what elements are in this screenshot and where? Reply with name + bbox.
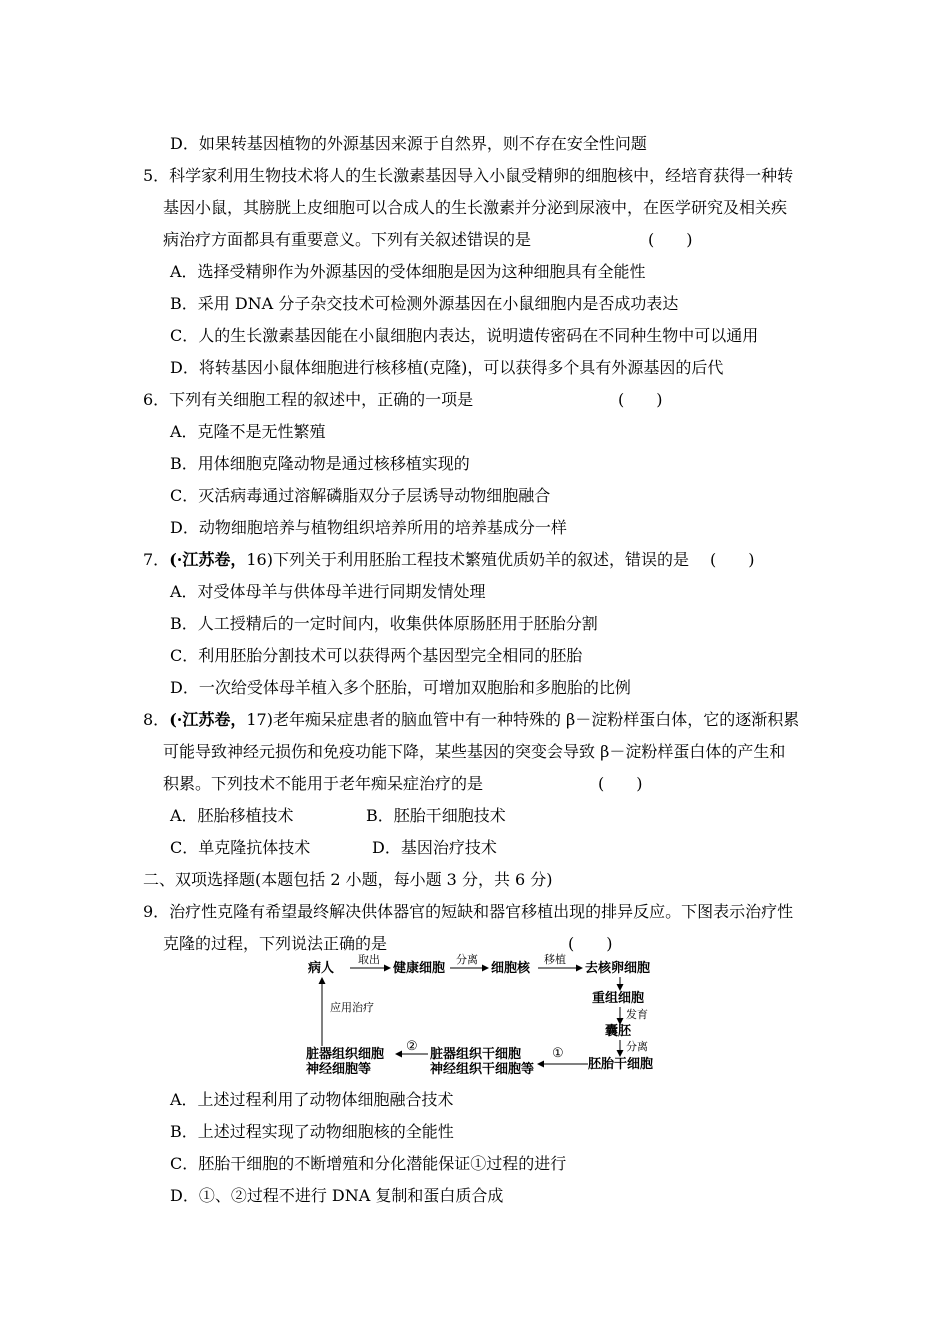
q7-option-b: B．人工授精后的一定时间内，收集供体原肠胚用于胚胎分割: [170, 614, 598, 633]
node-tissue-stem-cell-line2: 神经组织干细胞等: [430, 1062, 535, 1077]
node-recombined-cell: 重组细胞: [592, 991, 645, 1006]
node-enucleated-egg: 去核卵细胞: [585, 961, 651, 976]
node-nucleus: 细胞核: [491, 961, 531, 976]
q8-stem-line2: 可能导致神经元损伤和免疫功能下降，某些基因的突变会导致 β－淀粉样蛋白体的产生和: [163, 742, 786, 761]
q9-stem-line1: 9．治疗性克隆有希望最终解决供体器官的短缺和器官移植出现的排异反应。下图表示治疗性: [143, 902, 794, 921]
therapeutic-cloning-diagram: [300, 952, 680, 1082]
q9-option-d: D．①、②过程不进行 DNA 复制和蛋白质合成: [170, 1186, 504, 1205]
label-take: 取出: [358, 953, 380, 966]
label-step-1: ①: [552, 1046, 564, 1061]
q8-option-c: C．单克隆抗体技术: [170, 838, 311, 857]
q6-option-b: B．用体细胞克隆动物是通过核移植实现的: [170, 454, 470, 473]
q7-option-c: C．利用胚胎分割技术可以获得两个基因型完全相同的胚胎: [170, 646, 583, 665]
q8-stem-line3: 积累。下列技术不能用于老年痴呆症治疗的是: [163, 774, 484, 793]
label-develop: 发育: [626, 1008, 648, 1021]
q7-option-a: A．对受体母羊与供体母羊进行同期发情处理: [170, 582, 486, 601]
q7-answer-paren: ( ): [710, 550, 755, 569]
node-patient: 病人: [308, 961, 335, 976]
q7-option-d: D．一次给受体母羊植入多个胚胎，可增加双胞胎和多胞胎的比例: [170, 678, 631, 697]
q5-option-b: B．采用 DNA 分子杂交技术可检测外源基因在小鼠细胞内是否成功表达: [170, 294, 679, 313]
label-transplant: 移植: [544, 953, 566, 966]
q5-option-a: A．选择受精卵作为外源基因的受体细胞是因为这种细胞具有全能性: [170, 262, 646, 281]
q9-option-b: B．上述过程实现了动物细胞核的全能性: [170, 1122, 454, 1141]
q8-option-a: A．胚胎移植技术: [170, 806, 294, 825]
node-tissue-stem-cell-line1: 脏器组织干细胞: [430, 1047, 522, 1062]
label-apply-treatment: 应用治疗: [330, 1001, 374, 1014]
q6-option-a: A．克隆不是无性繁殖: [170, 422, 326, 441]
label-step-2: ②: [406, 1039, 418, 1054]
q6-stem: 6．下列有关细胞工程的叙述中，正确的一项是: [143, 390, 474, 409]
q8-stem-text: 17)老年痴呆症患者的脑血管中有一种特殊的 β－淀粉样蛋白体，它的逐渐积累: [246, 710, 800, 729]
node-organ-cell-line1: 脏器组织细胞: [306, 1047, 385, 1062]
q5-option-d: D．将转基因小鼠体细胞进行核移植(克隆)，可以获得多个具有外源基因的后代: [170, 358, 724, 377]
q9-answer-paren: ( ): [568, 934, 613, 953]
section-2-heading: 二、双项选择题(本题包括 2 小题，每小题 3 分，共 6 分): [143, 870, 553, 889]
q6-answer-paren: ( ): [618, 390, 663, 409]
node-embryonic-stem-cell: 胚胎干细胞: [588, 1057, 654, 1072]
q8-option-b: B．胚胎干细胞技术: [366, 806, 506, 825]
label-separate-2: 分离: [626, 1040, 648, 1053]
q9-option-c: C．胚胎干细胞的不断增殖和分化潜能保证①过程的进行: [170, 1154, 567, 1173]
node-healthy-cell: 健康细胞: [393, 961, 446, 976]
q7-number: 7．: [143, 550, 170, 569]
q5-stem-line2: 基因小鼠，其膀胱上皮细胞可以合成人的生长激素并分泌到尿液中，在医学研究及相关疾: [163, 198, 788, 217]
q8-source: (·江苏卷，: [169, 710, 247, 729]
q9-stem-line2: 克隆的过程，下列说法正确的是: [163, 934, 388, 953]
q8-number: 8．: [143, 710, 170, 729]
q5-option-c: C．人的生长激素基因能在小鼠细胞内表达，说明遗传密码在不同种生物中可以通用: [170, 326, 759, 345]
q7-stem: [143, 550, 689, 570]
q5-answer-paren: ( ): [648, 230, 693, 249]
q5-stem-line3: 病治疗方面都具有重要意义。下列有关叙述错误的是: [163, 230, 532, 249]
q5-stem-line1: 5．科学家利用生物技术将人的生长激素基因导入小鼠受精卵的细胞核中，经培育获得一种转: [143, 166, 794, 185]
q8-stem: [143, 710, 799, 730]
q6-option-c: C．灭活病毒通过溶解磷脂双分子层诱导动物细胞融合: [170, 486, 551, 505]
q8-option-d: D．基因治疗技术: [372, 838, 497, 857]
q4-option-d: D．如果转基因植物的外源基因来源于自然界，则不存在安全性问题: [170, 134, 647, 153]
q7-source: (·江苏卷，: [169, 550, 247, 569]
label-separate-1: 分离: [456, 953, 478, 966]
q6-option-d: D．动物细胞培养与植物组织培养所用的培养基成分一样: [170, 518, 567, 537]
q7-stem-text: 16)下列关于利用胚胎工程技术繁殖优质奶羊的叙述，错误的是: [246, 550, 689, 569]
q9-option-a: A．上述过程利用了动物体细胞融合技术: [170, 1090, 454, 1109]
node-organ-cell-line2: 神经细胞等: [306, 1062, 372, 1077]
node-blastocyst: 囊胚: [605, 1024, 632, 1039]
q8-answer-paren: ( ): [598, 774, 643, 793]
